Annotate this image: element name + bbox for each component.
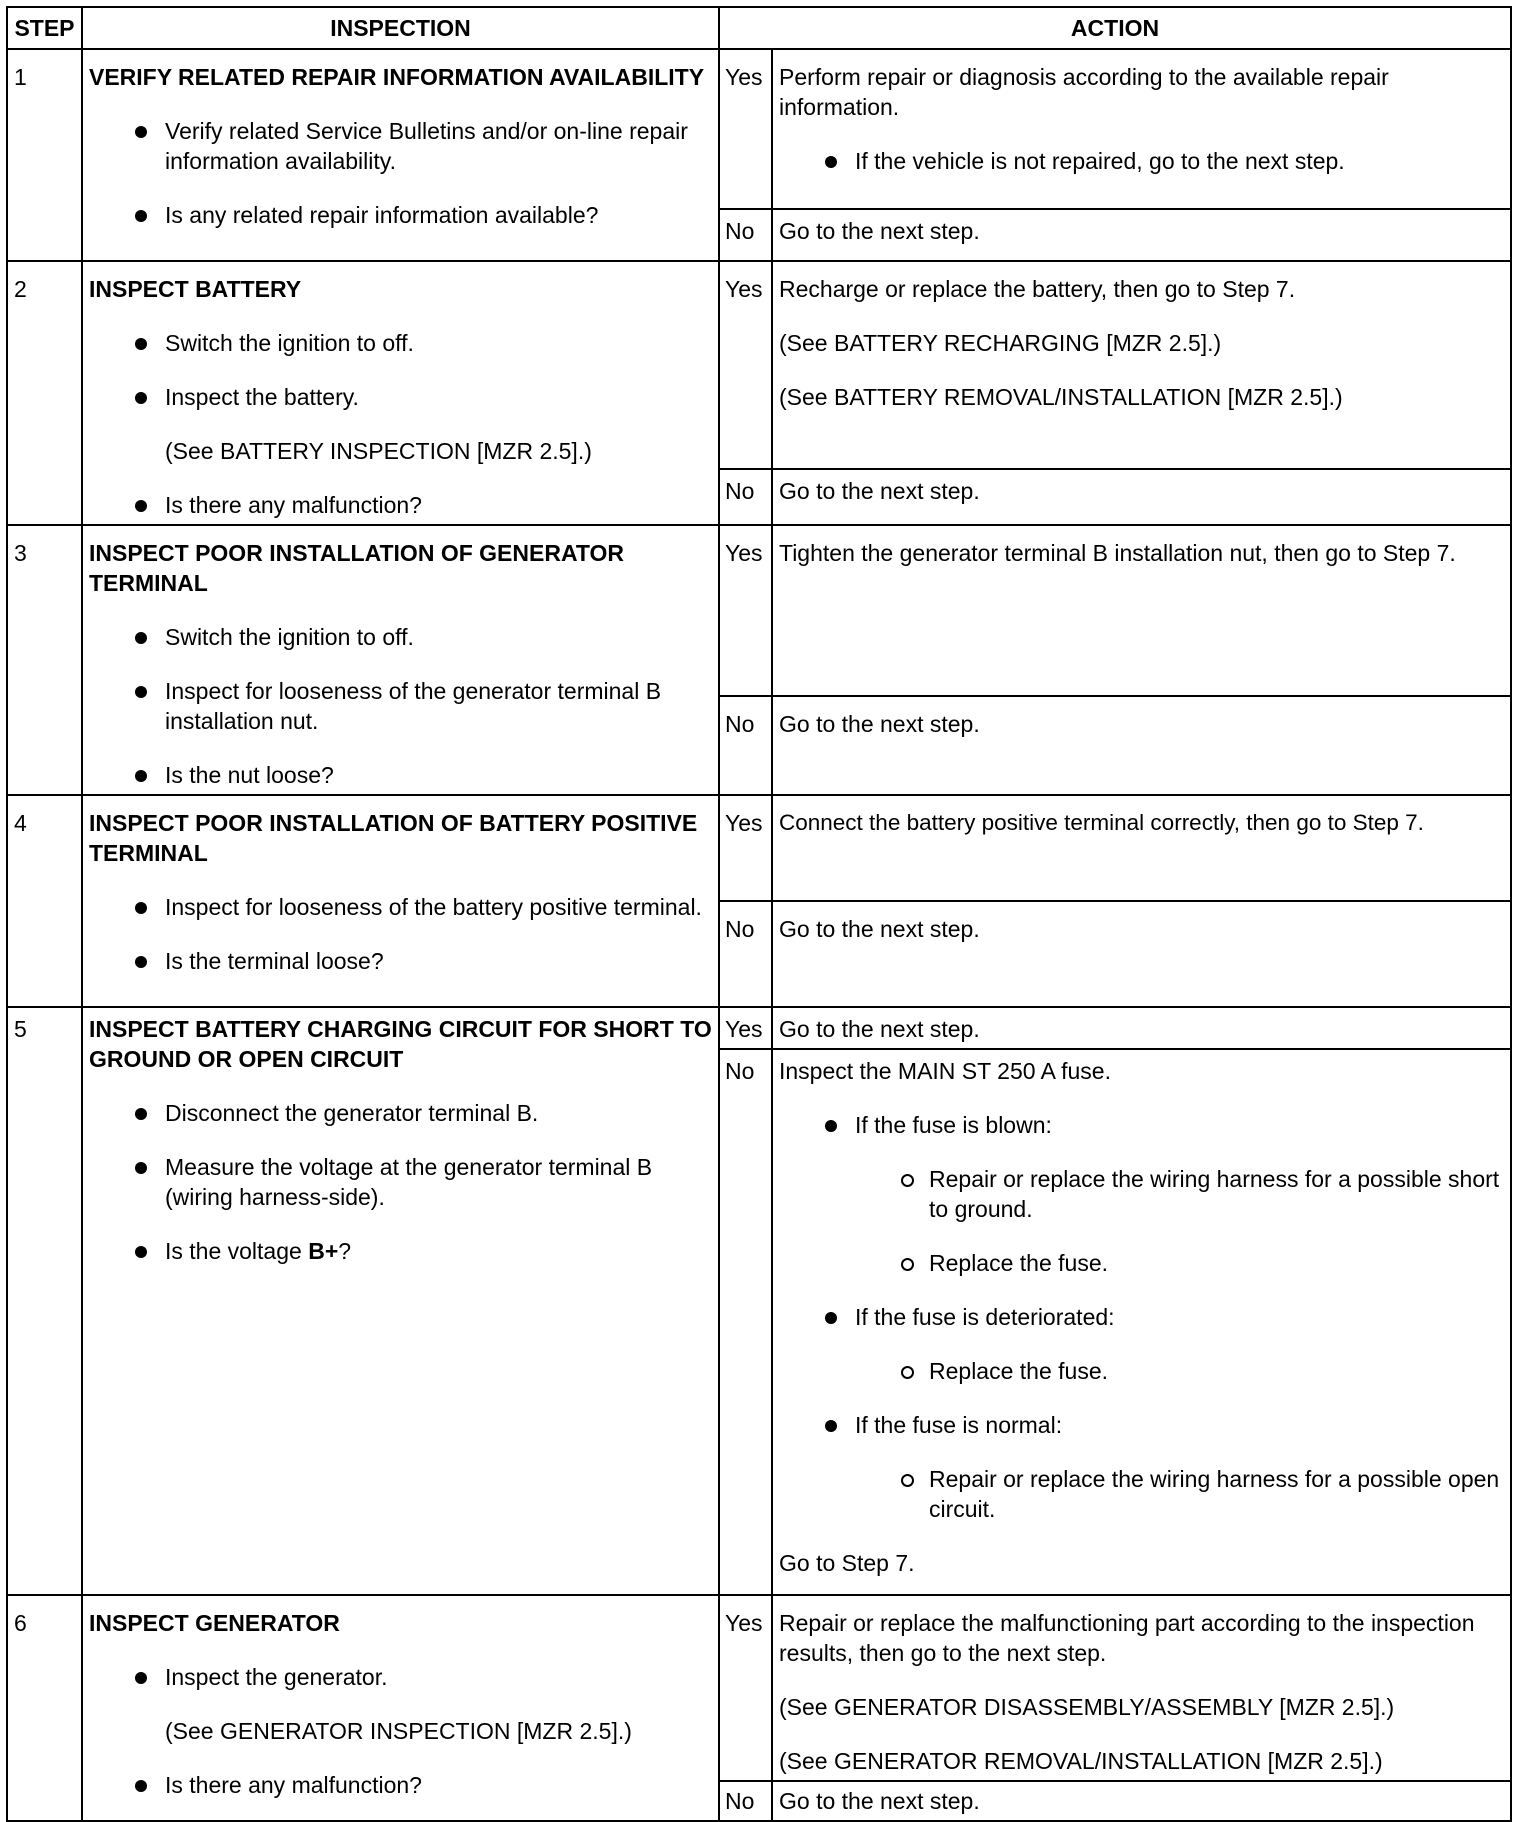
- step-5-inspection: [82, 1007, 719, 1595]
- step-6-yes-action: [772, 1595, 1511, 1781]
- step-3-no-action: Go to the next step.: [772, 696, 1511, 795]
- step-5-question-pre: Is the voltage: [165, 1238, 309, 1264]
- step-3-yes-label: Yes: [719, 525, 772, 696]
- step-5-case-deteriorated-a: Replace the fuse.: [779, 1356, 1504, 1386]
- step-1-no-action: Go to the next step.: [772, 209, 1511, 261]
- step-2-yes-ref-2: (See BATTERY REMOVAL/INSTALLATION [MZR 2.5].): [779, 384, 1343, 410]
- step-5-case-normal-a: Repair or replace the wiring harness for a possible open circuit.: [779, 1464, 1504, 1524]
- step-1-no-label: No: [719, 209, 772, 261]
- step-6-number: 6: [7, 1595, 82, 1821]
- step-2-yes-text: Recharge or replace the battery, then go to Step 7.: [779, 276, 1296, 302]
- step-2-bullet-2: Inspect the battery.: [89, 382, 712, 412]
- step-5-case-blown-b: Replace the fuse.: [779, 1248, 1504, 1278]
- step-1-yes-label: Yes: [719, 49, 772, 209]
- step-5-case-normal: If the fuse is normal:: [779, 1410, 1504, 1440]
- step-4-bullet-2: Is the terminal loose?: [89, 946, 712, 976]
- step-6-yes-row: [7, 1595, 1511, 1781]
- step-6-yes-ref-1: (See GENERATOR DISASSEMBLY/ASSEMBLY [MZR 2.5].): [779, 1694, 1395, 1720]
- troubleshooting-table-container: [6, 6, 1510, 1814]
- step-5-number: 5: [7, 1007, 82, 1595]
- step-6-inspection: [82, 1595, 719, 1821]
- step-6-no-action: Go to the next step.: [772, 1781, 1511, 1821]
- step-3-title: INSPECT POOR INSTALLATION OF GENERATOR TERMINAL: [89, 540, 624, 596]
- step-5-case-blown-a: Repair or replace the wiring harness for a possible short to ground.: [779, 1164, 1504, 1224]
- step-1-yes-bullet: If the vehicle is not repaired, go to the next step.: [779, 146, 1504, 176]
- step-5-no-action: [772, 1049, 1511, 1595]
- step-1-bullet-2: Is any related repair information available?: [89, 200, 712, 230]
- step-5-case-blown: If the fuse is blown:: [779, 1110, 1504, 1140]
- step-2-question: Is there any malfunction?: [89, 490, 712, 520]
- step-5-question-bold: B+: [308, 1238, 339, 1264]
- step-2-title: INSPECT BATTERY: [89, 276, 302, 302]
- step-2-no-label: No: [719, 469, 772, 525]
- step-5-bullet-1: Disconnect the generator terminal B.: [89, 1098, 712, 1128]
- step-2-number: 2: [7, 261, 82, 525]
- step-3-no-label: No: [719, 696, 772, 795]
- step-5-bullet-2: Measure the voltage at the generator terminal B (wiring harness-side).: [89, 1152, 712, 1212]
- step-3-inspection: [82, 525, 719, 795]
- step-3-yes-action: Tighten the generator terminal B installation nut, then go to Step 7.: [772, 525, 1511, 696]
- step-6-title: INSPECT GENERATOR: [89, 1610, 340, 1636]
- step-4-bullet-1: Inspect for looseness of the battery positive terminal.: [89, 892, 712, 922]
- step-2-reference: (See BATTERY INSPECTION [MZR 2.5].): [165, 438, 592, 464]
- step-4-number: 4: [7, 795, 82, 1007]
- step-3-bullet-3: Is the nut loose?: [89, 760, 712, 790]
- troubleshooting-table: [6, 6, 1512, 1822]
- header-step: STEP: [7, 7, 82, 49]
- step-3-bullet-1: Switch the ignition to off.: [89, 622, 712, 652]
- step-5-no-label: No: [719, 1049, 772, 1595]
- header-row: [7, 7, 1511, 49]
- step-6-no-label: No: [719, 1781, 772, 1821]
- step-3-number: 3: [7, 525, 82, 795]
- step-6-yes-label: Yes: [719, 1595, 772, 1781]
- step-1-number: 1: [7, 49, 82, 261]
- step-4-no-action: Go to the next step.: [772, 901, 1511, 1007]
- step-4-title: INSPECT POOR INSTALLATION OF BATTERY POSITIVE TERMINAL: [89, 810, 698, 866]
- step-1-yes-text: Perform repair or diagnosis according to the available repair information.: [779, 64, 1389, 120]
- step-6-reference: (See GENERATOR INSPECTION [MZR 2.5].): [165, 1718, 632, 1744]
- step-4-yes-label: Yes: [719, 795, 772, 901]
- header-action: ACTION: [719, 7, 1511, 49]
- step-3-bullet-2: Inspect for looseness of the generator terminal B installation nut.: [89, 676, 712, 736]
- step-2-yes-label: Yes: [719, 261, 772, 469]
- step-1-inspection: [82, 49, 719, 261]
- step-5-question: [89, 1236, 712, 1266]
- step-5-no-text: Inspect the MAIN ST 250 A fuse.: [779, 1058, 1111, 1084]
- step-4-no-label: No: [719, 901, 772, 1007]
- step-5-title: INSPECT BATTERY CHARGING CIRCUIT FOR SHORT TO GROUND OR OPEN CIRCUIT: [89, 1016, 712, 1072]
- step-2-yes-ref-1: (See BATTERY RECHARGING [MZR 2.5].): [779, 330, 1222, 356]
- step-6-bullet-1: Inspect the generator.: [89, 1662, 712, 1692]
- step-5-yes-label: Yes: [719, 1007, 772, 1049]
- step-2-bullet-1: Switch the ignition to off.: [89, 328, 712, 358]
- step-6-yes-ref-2: (See GENERATOR REMOVAL/INSTALLATION [MZR 2.5].): [779, 1748, 1383, 1774]
- step-6-yes-text: Repair or replace the malfunctioning part according to the inspection results, then go to the next step.: [779, 1610, 1475, 1666]
- step-5-yes-action: Go to the next step.: [772, 1007, 1511, 1049]
- step-1-yes-action: [772, 49, 1511, 209]
- step-5-yes-row: [7, 1007, 1511, 1049]
- step-5-no-end: Go to Step 7.: [779, 1550, 915, 1576]
- step-5-question-post: ?: [338, 1238, 352, 1264]
- step-1-title: VERIFY RELATED REPAIR INFORMATION AVAILABILITY: [89, 64, 705, 90]
- step-2-yes-action: [772, 261, 1511, 469]
- step-4-yes-row: [7, 795, 1511, 901]
- header-inspection: INSPECTION: [82, 7, 719, 49]
- step-6-question: Is there any malfunction?: [89, 1770, 712, 1800]
- step-2-inspection: [82, 261, 719, 525]
- step-4-inspection: [82, 795, 719, 1007]
- step-1-bullet-1: Verify related Service Bulletins and/or on-line repair information availability.: [89, 116, 712, 176]
- step-3-yes-row: [7, 525, 1511, 696]
- step-4-yes-action: Connect the battery positive terminal correctly, then go to Step 7.: [772, 795, 1511, 901]
- step-1-yes-row: [7, 49, 1511, 209]
- step-5-case-deteriorated: If the fuse is deteriorated:: [779, 1302, 1504, 1332]
- step-2-no-action: Go to the next step.: [772, 469, 1511, 525]
- step-2-yes-row: [7, 261, 1511, 469]
